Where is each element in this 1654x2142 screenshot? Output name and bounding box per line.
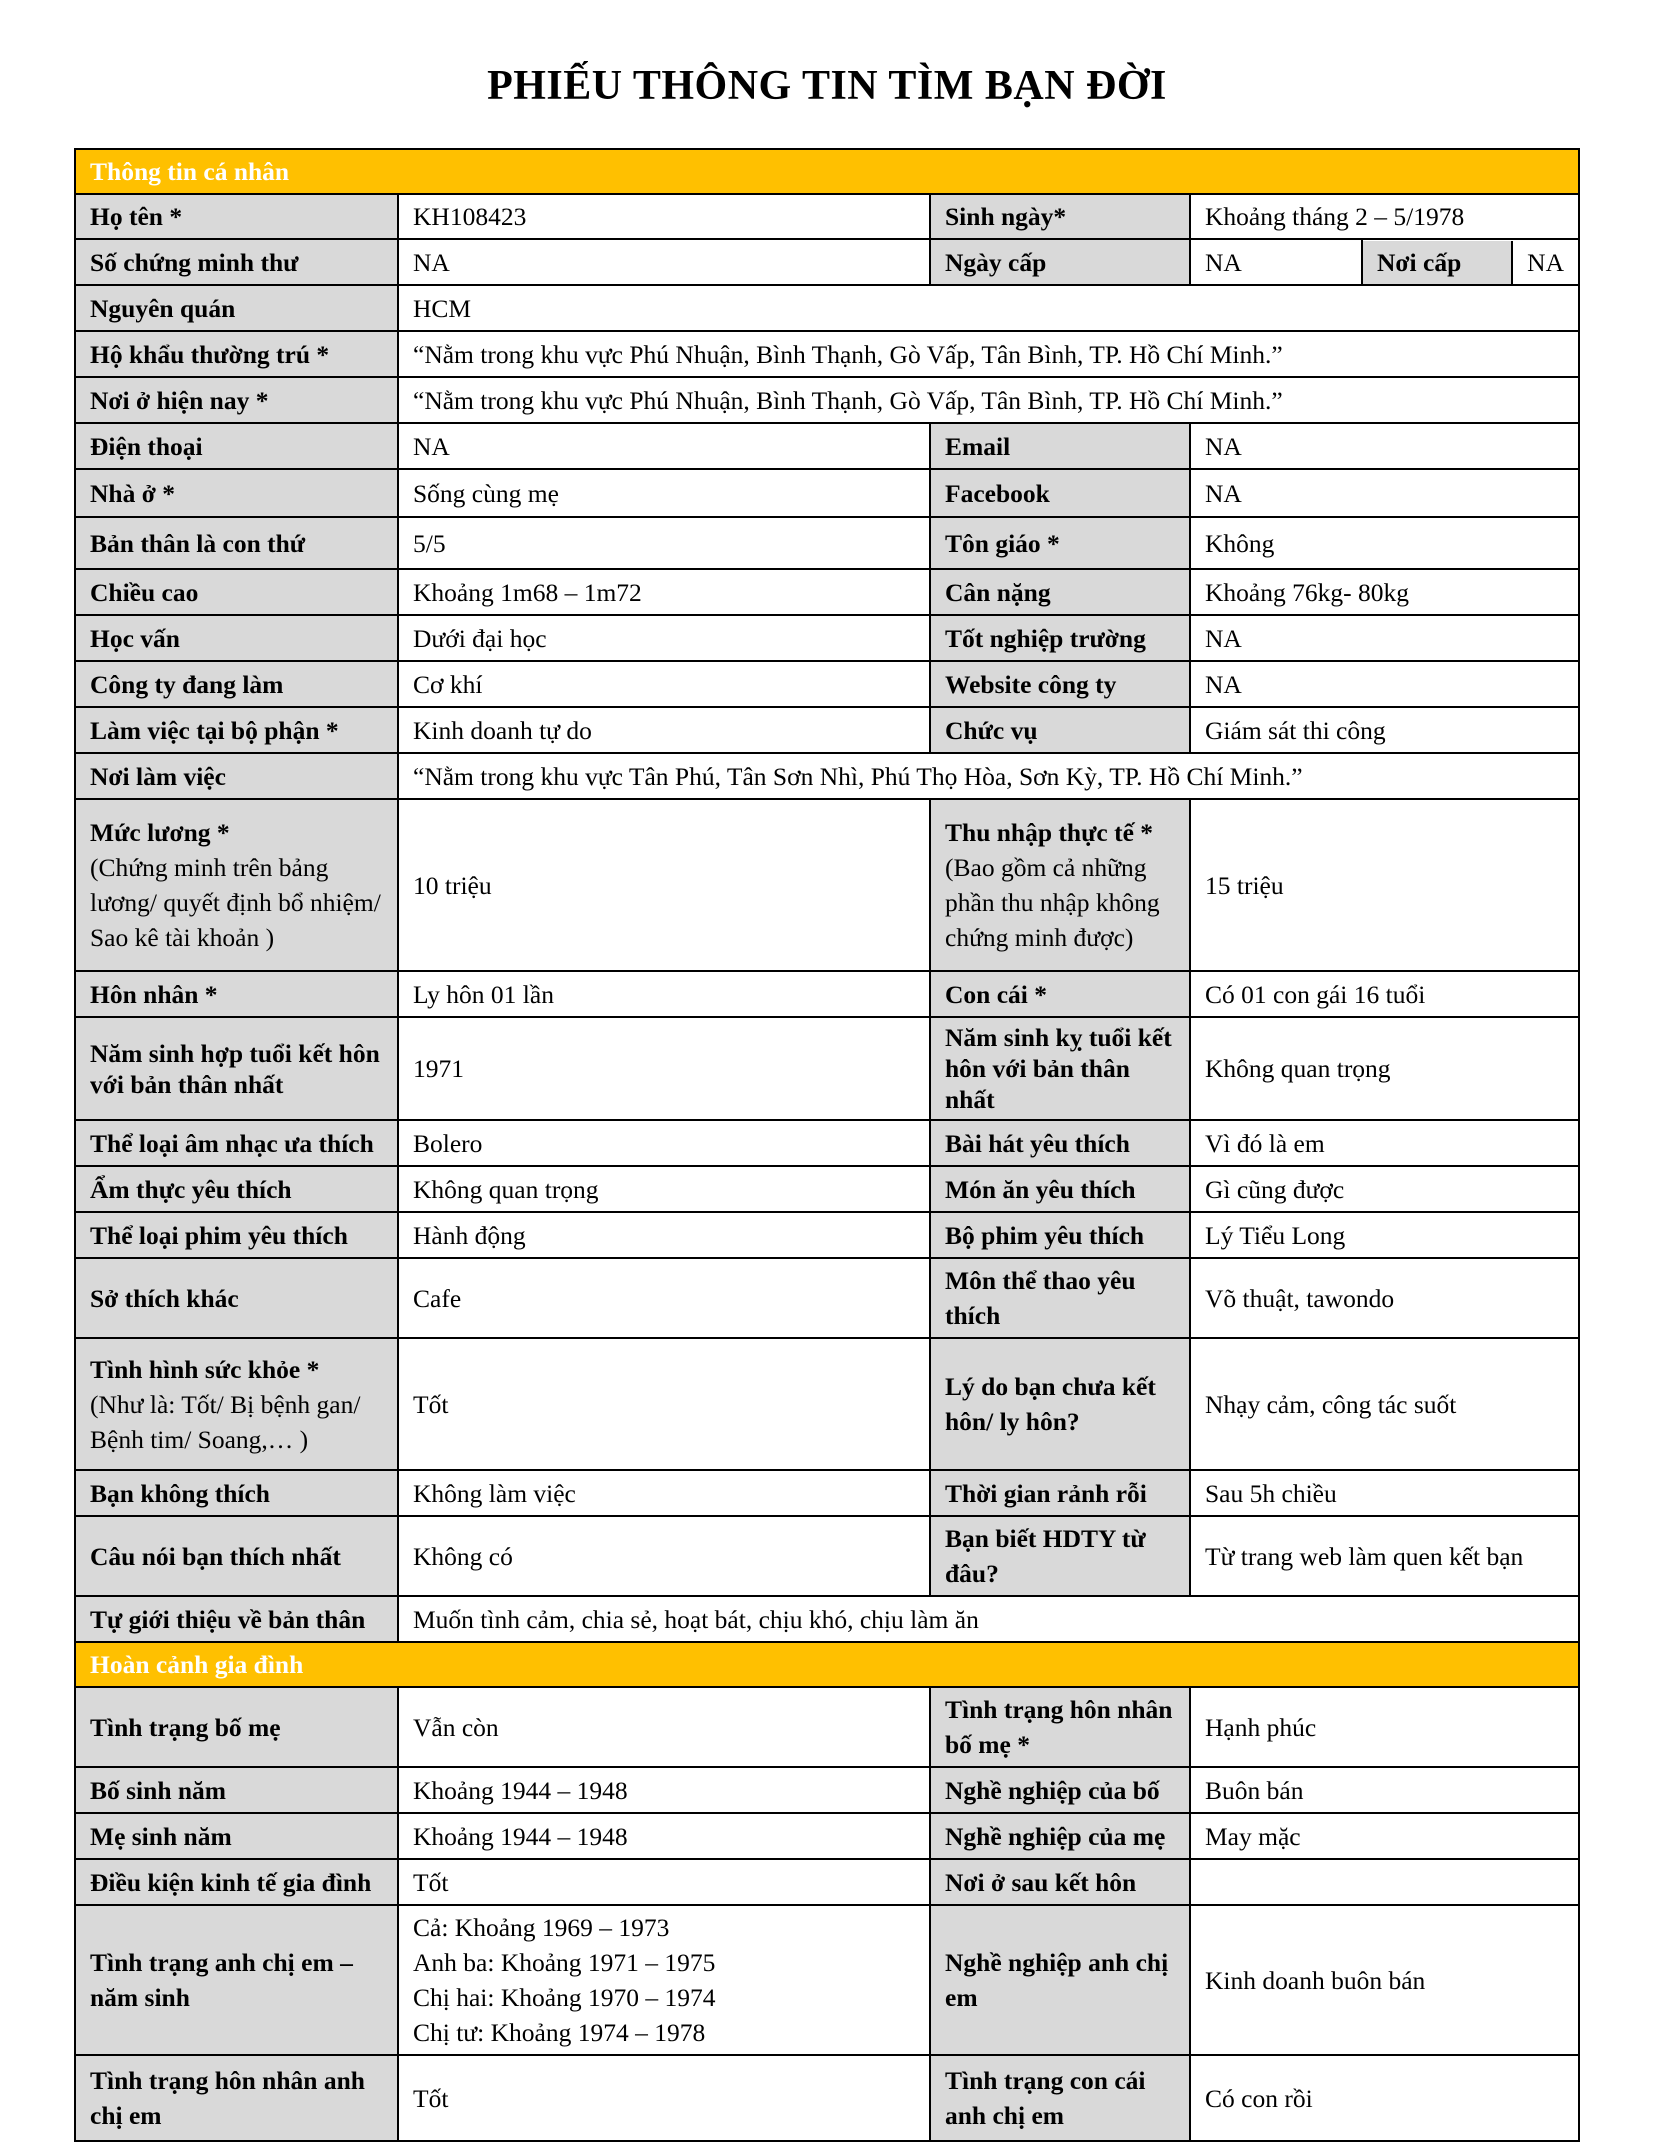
field-label: Năm sinh kỵ tuổi kết hôn với bản thân nhất: [930, 1017, 1190, 1120]
field-label: Tự giới thiệu về bản thân: [75, 1596, 398, 1642]
field-label: Nghề nghiệp của bố: [930, 1767, 1190, 1813]
section-header-family: [75, 1642, 1579, 1687]
table-row: [75, 753, 1579, 799]
field-label: Tình trạng anh chị em – năm sinh: [75, 1905, 398, 2055]
field-value: Khoảng 1944 – 1948: [398, 1767, 930, 1813]
field-value: HCM: [398, 285, 1579, 331]
section-title: Hoàn cảnh gia đình: [75, 1642, 1579, 1687]
field-label: Email: [930, 423, 1190, 469]
field-label: Năm sinh hợp tuổi kết hôn với bản thân nhất: [75, 1017, 398, 1120]
field-value: Muốn tình cảm, chia sẻ, hoạt bát, chịu khó, chịu làm ăn: [398, 1596, 1579, 1642]
field-label: Nhà ở *: [75, 469, 398, 517]
field-value: NA: [1527, 247, 1564, 277]
table-row: [75, 615, 1579, 661]
field-value: NA: [1190, 615, 1579, 661]
field-label: Chức vụ: [930, 707, 1190, 753]
field-label: Sở thích khác: [75, 1258, 398, 1338]
field-label: Học vấn: [75, 615, 398, 661]
table-row: [75, 1516, 1579, 1596]
field-label: Tôn giáo *: [930, 517, 1190, 569]
table-row: [75, 239, 1579, 285]
field-note: (Như là: Tốt/ Bị bệnh gan/ Bệnh tim/ Soang,… ): [90, 1389, 361, 1454]
field-label: Nguyên quán: [75, 285, 398, 331]
field-label: Bố sinh năm: [75, 1767, 398, 1813]
table-row: [75, 194, 1579, 239]
field-label: Số chứng minh thư: [75, 239, 398, 285]
table-row: [75, 331, 1579, 377]
field-value: NA: [1190, 661, 1579, 707]
field-value: 15 triệu: [1190, 799, 1579, 971]
field-value: Tốt: [398, 2055, 930, 2141]
field-value: Bolero: [398, 1120, 930, 1166]
table-row: [75, 1470, 1579, 1516]
field-label-block: [930, 799, 1190, 971]
table-row: [75, 2055, 1579, 2141]
field-value: Nhạy cảm, công tác suốt: [1190, 1338, 1579, 1470]
field-label: Tình trạng hôn nhân anh chị em: [75, 2055, 398, 2141]
field-label: Tốt nghiệp trường: [930, 615, 1190, 661]
field-value: Khoảng 1944 – 1948: [398, 1813, 930, 1859]
table-row: [75, 517, 1579, 569]
table-row: [75, 377, 1579, 423]
field-label: Nghề nghiệp của mẹ: [930, 1813, 1190, 1859]
field-label: Tình hình sức khỏe *: [90, 1354, 320, 1384]
field-value: Hành động: [398, 1212, 930, 1258]
field-value: Giám sát thi công: [1190, 707, 1579, 753]
field-label: Ngày cấp: [930, 239, 1190, 285]
table-row: [75, 971, 1579, 1017]
table-row: [75, 661, 1579, 707]
field-label: Con cái *: [930, 971, 1190, 1017]
field-label: Hôn nhân *: [75, 971, 398, 1017]
field-value: Vẫn còn: [398, 1687, 930, 1767]
field-value: Từ trang web làm quen kết bạn: [1190, 1516, 1579, 1596]
field-note: (Bao gồm cả những phần thu nhập không chứng minh được): [945, 853, 1160, 952]
table-row: [75, 1017, 1579, 1120]
field-label: Tình trạng hôn nhân bố mẹ *: [930, 1687, 1190, 1767]
field-value: Gì cũng được: [1190, 1166, 1579, 1212]
field-label: Món ăn yêu thích: [930, 1166, 1190, 1212]
table-row: [75, 1338, 1579, 1470]
field-label: Công ty đang làm: [75, 661, 398, 707]
field-label: Họ tên *: [75, 194, 398, 239]
list-item: Cả: Khoảng 1969 – 1973: [413, 1913, 670, 1942]
field-label: Nơi ở hiện nay *: [75, 377, 398, 423]
field-value: Kinh doanh tự do: [398, 707, 930, 753]
field-label: Tình trạng bố mẹ: [75, 1687, 398, 1767]
field-label: Điện thoại: [75, 423, 398, 469]
field-label: Sinh ngày*: [930, 194, 1190, 239]
field-value: 10 triệu: [398, 799, 930, 971]
field-value: NA: [398, 239, 930, 285]
field-value: May mặc: [1190, 1813, 1579, 1859]
field-value: Ly hôn 01 lần: [398, 971, 930, 1017]
field-label: Facebook: [930, 469, 1190, 517]
field-label: Bài hát yêu thích: [930, 1120, 1190, 1166]
field-value: [1190, 1859, 1579, 1905]
field-value: Không quan trọng: [1190, 1017, 1579, 1120]
field-value: Lý Tiểu Long: [1190, 1212, 1579, 1258]
table-row: [75, 1166, 1579, 1212]
field-value: NA: [1190, 423, 1579, 469]
field-value: Sau 5h chiều: [1190, 1470, 1579, 1516]
table-row: [75, 569, 1579, 615]
table-row: [75, 707, 1579, 753]
field-value: NA: [1190, 469, 1579, 517]
field-label-block: [75, 1338, 398, 1470]
field-label: Điều kiện kinh tế gia đình: [75, 1859, 398, 1905]
field-label: Bản thân là con thứ: [75, 517, 398, 569]
field-value: Cafe: [398, 1258, 930, 1338]
section-header-personal: [75, 149, 1579, 194]
field-label: Nơi ở sau kết hôn: [930, 1859, 1190, 1905]
field-value: Khoảng 1m68 – 1m72: [398, 569, 930, 615]
field-value: Sống cùng mẹ: [398, 469, 930, 517]
field-value: NA: [1190, 239, 1362, 285]
table-row: [75, 1687, 1579, 1767]
field-label: Nơi làm việc: [75, 753, 398, 799]
field-label: Website công ty: [930, 661, 1190, 707]
field-value: Võ thuật, tawondo: [1190, 1258, 1579, 1338]
table-row: [75, 1813, 1579, 1859]
table-row: [75, 469, 1579, 517]
field-label: Bạn không thích: [75, 1470, 398, 1516]
list-item: Anh ba: Khoảng 1971 – 1975: [413, 1948, 716, 1977]
field-label: Làm việc tại bộ phận *: [75, 707, 398, 753]
field-value: Kinh doanh buôn bán: [1190, 1905, 1579, 2055]
table-row: [75, 1212, 1579, 1258]
list-item: Chị tư: Khoảng 1974 – 1978: [413, 2018, 706, 2047]
page-title: PHIẾU THÔNG TIN TÌM BẠN ĐỜI: [487, 63, 1167, 109]
field-value: 1971: [398, 1017, 930, 1120]
field-label: Mức lương *: [90, 818, 230, 847]
field-value: “Nằm trong khu vực Phú Nhuận, Bình Thạnh, Gò Vấp, Tân Bình, TP. Hồ Chí Minh.”: [398, 331, 1579, 377]
table-row: [75, 423, 1579, 469]
table-row: [75, 1258, 1579, 1338]
field-label: Môn thể thao yêu thích: [930, 1258, 1190, 1338]
section-title: Thông tin cá nhân: [75, 149, 1579, 194]
table-row: [75, 1120, 1579, 1166]
field-value: Vì đó là em: [1190, 1120, 1579, 1166]
list-item: Chị hai: Khoảng 1970 – 1974: [413, 1983, 716, 2012]
field-value: Không: [1190, 517, 1579, 569]
table-row: [75, 1767, 1579, 1813]
field-note: (Chứng minh trên bảng lương/ quyết định bổ nhiệm/ Sao kê tài khoản ): [90, 853, 381, 952]
field-label: Thu nhập thực tế *: [945, 818, 1154, 847]
field-value: Khoảng tháng 2 – 5/1978: [1190, 194, 1579, 239]
field-label: Thể loại phim yêu thích: [75, 1212, 398, 1258]
field-value: Buôn bán: [1190, 1767, 1579, 1813]
field-value: “Nằm trong khu vực Tân Phú, Tân Sơn Nhì, Phú Thọ Hòa, Sơn Kỳ, TP. Hồ Chí Minh.”: [398, 753, 1579, 799]
field-value: NA: [398, 423, 930, 469]
table-row: [75, 1596, 1579, 1642]
field-value: KH108423: [398, 194, 930, 239]
field-value: Dưới đại học: [398, 615, 930, 661]
table-row: [75, 1905, 1579, 2055]
field-value: Không làm việc: [398, 1470, 930, 1516]
field-value: Có 01 con gái 16 tuổi: [1190, 971, 1579, 1017]
field-label: Tình trạng con cái anh chị em: [930, 2055, 1190, 2141]
field-label: Mẹ sinh năm: [75, 1813, 398, 1859]
field-value: Khoảng 76kg- 80kg: [1190, 569, 1579, 615]
table-row: [75, 799, 1579, 971]
field-label-block: [75, 799, 398, 971]
field-value: Cơ khí: [398, 661, 930, 707]
field-value: Hạnh phúc: [1190, 1687, 1579, 1767]
field-value: Không quan trọng: [398, 1166, 930, 1212]
field-value: 5/5: [398, 517, 930, 569]
field-label: Thời gian rảnh rỗi: [930, 1470, 1190, 1516]
noi-cap-cell: [1362, 239, 1579, 285]
field-label: Nghề nghiệp anh chị em: [930, 1905, 1190, 2055]
field-label: Nơi cấp: [1363, 241, 1513, 284]
field-label: Ẩm thực yêu thích: [75, 1166, 398, 1212]
field-value: Tốt: [398, 1859, 930, 1905]
field-label: Bạn biết HDTY từ đâu?: [930, 1516, 1190, 1596]
field-value: Có con rồi: [1190, 2055, 1579, 2141]
field-label: Bộ phim yêu thích: [930, 1212, 1190, 1258]
profile-form-table: [74, 148, 1580, 2142]
field-label: Chiều cao: [75, 569, 398, 615]
field-label: Câu nói bạn thích nhất: [75, 1516, 398, 1596]
field-value: Không có: [398, 1516, 930, 1596]
table-row: [75, 1859, 1579, 1905]
field-value: “Nằm trong khu vực Phú Nhuận, Bình Thạnh, Gò Vấp, Tân Bình, TP. Hồ Chí Minh.”: [398, 377, 1579, 423]
field-label: Hộ khẩu thường trú *: [75, 331, 398, 377]
table-row: [75, 285, 1579, 331]
field-label: Thể loại âm nhạc ưa thích: [75, 1120, 398, 1166]
field-label: Cân nặng: [930, 569, 1190, 615]
field-label: Lý do bạn chưa kết hôn/ ly hôn?: [930, 1338, 1190, 1470]
sibling-list: [398, 1905, 930, 2055]
field-value: Tốt: [398, 1338, 930, 1470]
